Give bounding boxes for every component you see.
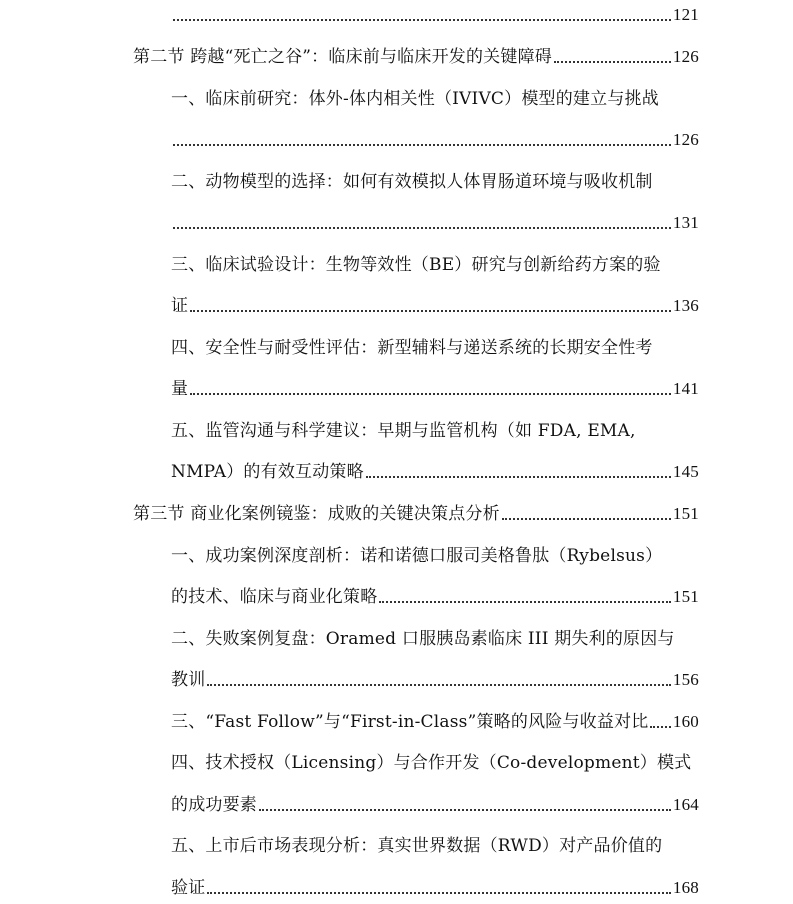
toc-entry-2-5[interactable] (171, 412, 699, 442)
toc-page-number: 151 (672, 587, 699, 606)
leader-dots (650, 726, 670, 728)
toc-entry-2-1[interactable] (171, 80, 699, 110)
toc-page-number: 141 (672, 379, 699, 398)
toc-entry-text: 一、临床前研究：体外-体内相关性（IVIVC）模型的建立与挑战 (171, 89, 659, 109)
toc-entry-2-3[interactable] (171, 246, 699, 276)
toc-entry-2-5-cont[interactable] (171, 453, 699, 483)
toc-entry-3-5-cont[interactable] (171, 869, 699, 899)
toc-page-number: 160 (672, 712, 699, 731)
leader-dots (207, 684, 670, 686)
leader-dots (366, 476, 671, 478)
toc-entry-text: 二、失败案例复盘：Oramed 口服胰岛素临床 III 期失利的原因与 (171, 629, 675, 649)
toc-page-number: 168 (672, 878, 699, 897)
toc-entry-3-1-cont[interactable] (171, 578, 699, 608)
leader-dots (259, 809, 671, 811)
toc-entry-text: 三、临床试验设计：生物等效性（BE）研究与创新给药方案的验 (171, 255, 661, 275)
toc-entry-2-1-cont[interactable] (171, 121, 699, 151)
toc-entry-text: 五、上市后市场表现分析：真实世界数据（RWD）对产品价值的 (171, 836, 663, 856)
leader-dots (554, 61, 671, 63)
toc-section-2[interactable] (133, 38, 699, 68)
toc-entry-3-1[interactable] (171, 537, 699, 567)
toc-entry-text: 三、“Fast Follow”与“First-in-Class”策略的风险与收益对比 (171, 712, 649, 732)
leader-dots (190, 310, 671, 312)
leader-dots (207, 892, 670, 894)
toc-page-number: 151 (672, 504, 699, 523)
toc-entry-text: 量 (171, 379, 189, 399)
toc-entry-2-2-cont[interactable] (171, 204, 699, 234)
toc-entry-3-3[interactable] (171, 703, 699, 733)
toc-entry-text: 教训 (171, 670, 206, 690)
toc-entry-text: 一、成功案例深度剖析：诺和诺德口服司美格鲁肽（Rybelsus） (171, 546, 663, 566)
toc-page-number: 131 (672, 213, 699, 232)
toc-entry-text: 四、安全性与耐受性评估：新型辅料与递送系统的长期安全性考 (171, 338, 653, 358)
toc-entry-text: 第三节 商业化案例镜鉴：成败的关键决策点分析 (133, 504, 500, 524)
toc-entry-3-4[interactable] (171, 744, 699, 774)
leader-dots (173, 144, 671, 146)
toc-entry-text: 二、动物模型的选择：如何有效模拟人体胃肠道环境与吸收机制 (171, 172, 653, 192)
leader-dots (173, 19, 671, 21)
toc-page-number: 164 (672, 795, 699, 814)
toc-section-3[interactable] (133, 495, 699, 525)
toc-entry-3-5[interactable] (171, 827, 699, 857)
toc-entry-2-4[interactable] (171, 329, 699, 359)
toc-entry-text: NMPA）的有效互动策略 (171, 462, 364, 482)
toc-page-number: 156 (672, 670, 699, 689)
toc-entry-2-4-cont[interactable] (171, 370, 699, 400)
toc-page-number: 126 (672, 47, 699, 66)
toc-entry-text: 证 (171, 296, 189, 316)
toc-entry-continuation (171, 0, 699, 26)
toc-entry-2-3-cont[interactable] (171, 287, 699, 317)
toc-entry-text: 的技术、临床与商业化策略 (171, 587, 378, 607)
toc-entry-text: 第二节 跨越“死亡之谷”：临床前与临床开发的关键障碍 (133, 47, 552, 67)
toc-entry-3-2-cont[interactable] (171, 661, 699, 691)
toc-entry-text: 验证 (171, 878, 206, 898)
toc-page-number: 121 (672, 5, 699, 24)
toc-entry-text: 的成功要素 (171, 795, 257, 815)
toc-entry-3-4-cont[interactable] (171, 786, 699, 816)
leader-dots (173, 227, 671, 229)
toc-page-number: 126 (672, 130, 699, 149)
toc-entry-3-2[interactable] (171, 620, 699, 650)
leader-dots (190, 393, 671, 395)
toc-page-number: 145 (672, 462, 699, 481)
toc-entry-2-2[interactable] (171, 163, 699, 193)
leader-dots (502, 518, 671, 520)
toc-entry-text: 四、技术授权（Licensing）与合作开发（Co-development）模式 (171, 753, 692, 773)
toc-page-number: 136 (672, 296, 699, 315)
toc-entry-text: 五、监管沟通与科学建议：早期与监管机构（如 FDA, EMA, (171, 421, 636, 441)
leader-dots (379, 601, 670, 603)
